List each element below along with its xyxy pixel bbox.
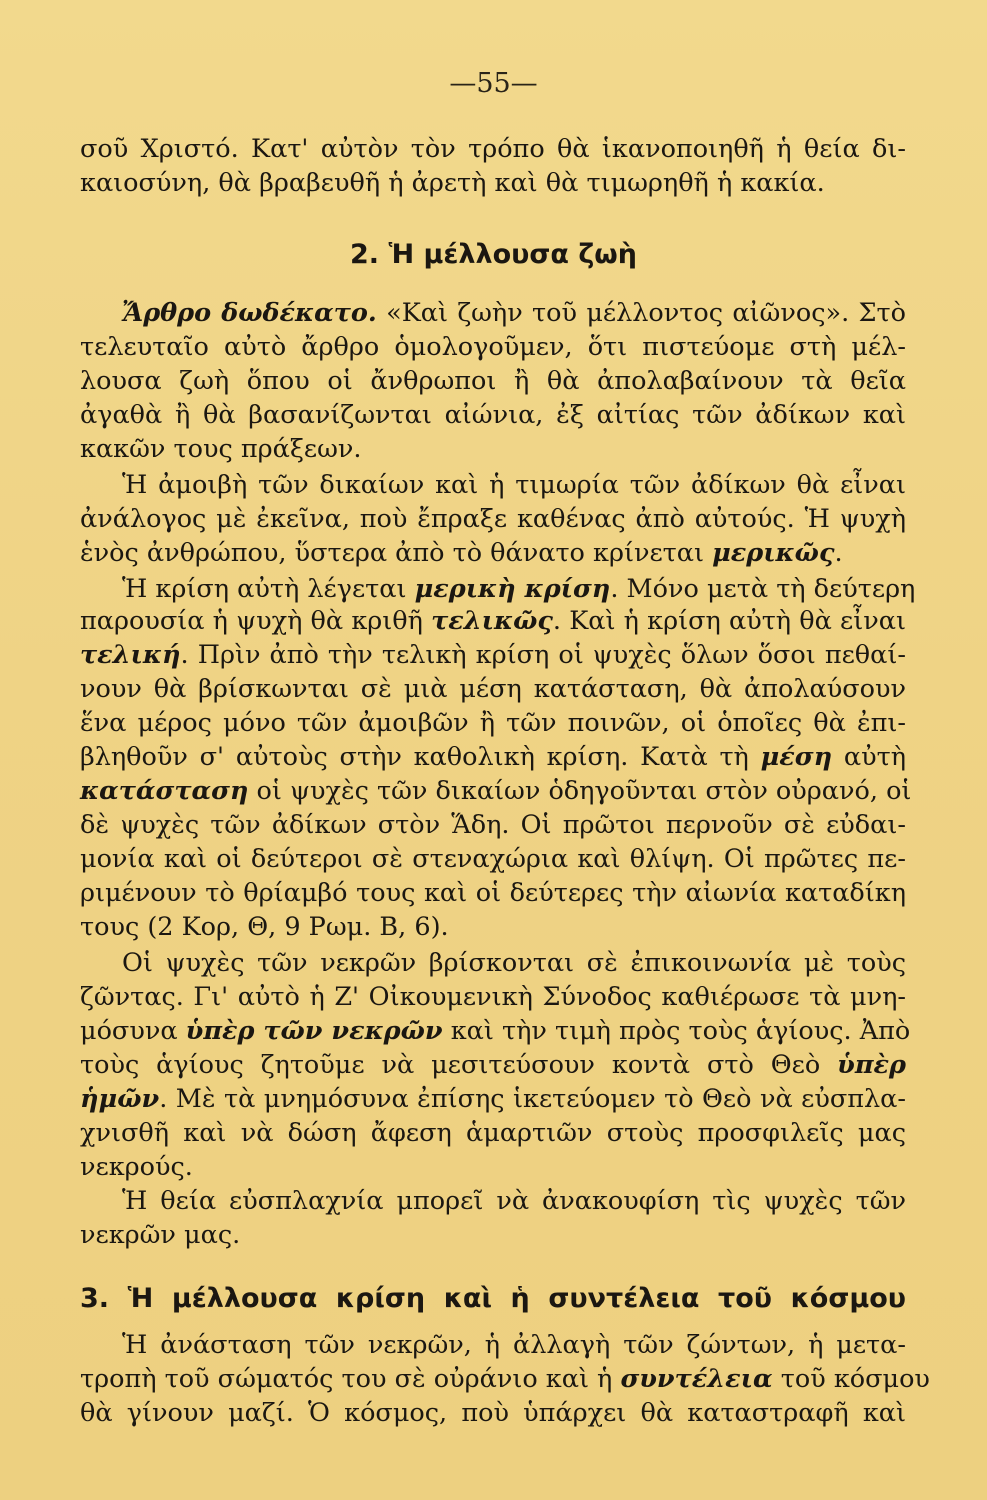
line-text: τροπὴ τοῦ σώματός του σὲ οὐράνιο καὶ ἡ: [80, 1364, 621, 1394]
paragraph-line: [80, 638, 906, 672]
line-text: . Πρὶν ἀπὸ τὴν τελικὴ κρίση οἱ ψυχὲς ὅλων ὅσοι πεθαί-: [180, 640, 906, 670]
line-text: βληθοῦν σ' αὐτοὺς στὴν καθολικὴ κρίση. Κατὰ τὴ: [80, 742, 761, 772]
line-text: μόσυνα: [80, 1016, 186, 1046]
section-3-heading: 3. Ἡ μέλλουσα κρίση καὶ ἡ συντέλεια τοῦ κόσμου: [80, 1283, 906, 1314]
paragraph-line: [80, 1014, 911, 1048]
emphasis: συντέλεια: [620, 1364, 773, 1394]
paragraph-line: Ἡ ἀμοιβὴ τῶν δικαίων καὶ ἡ τιμωρία τῶν ἀδίκων θὰ εἶναι: [122, 470, 906, 500]
paragraph-line: [80, 536, 906, 570]
section-2-heading: 2. Ἡ μέλλουσα ζωὴ: [350, 239, 637, 270]
line-text: καὶ τὴν τιμὴ πρὸς τοὺς ἁγίους. Ἀπὸ: [442, 1016, 911, 1046]
line-text: . Καὶ ἡ κρίση αὐτὴ θὰ εἶναι: [552, 606, 906, 636]
line-text: αὐτὴ: [832, 742, 906, 772]
line-text: . Μόνο μετὰ τὴ δεύτερη: [610, 574, 916, 604]
emphasis: τελική: [80, 640, 181, 670]
emphasis: μερικῶς: [712, 538, 835, 568]
page-number: —55—: [449, 68, 538, 99]
line-text: Ἡ κρίση αὐτὴ λέγεται: [122, 574, 415, 604]
paragraph-line: νουν θὰ βρίσκωνται σὲ μιὰ μέση κατάσταση, θὰ ἀπολαύσουν: [80, 674, 906, 704]
paragraph-line: σοῦ Χριστό. Κατ' αὐτὸν τὸν τρόπο θὰ ἱκανοποιηθῆ ἡ θεία δι-: [80, 134, 906, 164]
paragraph-line: [80, 774, 912, 808]
paragraph-line: θὰ γίνουν μαζί. Ὁ κόσμος, ποὺ ὑπάρχει θὰ καταστραφῆ καὶ: [80, 1398, 906, 1428]
line-text: ἑνὸς ἀνθρώπου, ὕστερα ἀπὸ τὸ θάνατο κρίνεται: [80, 538, 713, 568]
emphasis: μερικὴ κρίση: [414, 574, 611, 604]
line-text: .: [834, 538, 843, 568]
line-text: «Καὶ ζωὴν τοῦ μέλλοντος αἰῶνος». Στὸ: [376, 298, 907, 328]
emphasis: ἡμῶν: [80, 1084, 160, 1114]
line-text: . Μὲ τὰ μνημόσυνα ἐπίσης ἱκετεύομεν τὸ Θεὸ νὰ εὐσπλα-: [159, 1084, 906, 1114]
emphasis: μέση: [760, 742, 833, 772]
emphasis: κατάσταση: [80, 776, 249, 806]
paragraph-line: λουσα ζωὴ ὅπου οἱ ἄνθρωποι ἢ θὰ ἀπολαβαίνουν τὰ θεῖα: [80, 366, 906, 396]
emphasis: τελικῶς: [431, 606, 553, 636]
paragraph-line: νεκρῶν μας.: [80, 1220, 241, 1250]
paragraph-line: Ἡ θεία εὐσπλαχνία μπορεῖ νὰ ἀνακουφίση τὶς ψυχὲς τῶν: [122, 1186, 906, 1216]
paragraph-line: δὲ ψυχὲς τῶν ἀδίκων στὸν Ἅδη. Οἱ πρῶτοι περνοῦν σὲ εὐδαι-: [80, 810, 906, 840]
paragraph-line: [80, 604, 906, 638]
paragraph-line: [80, 1362, 930, 1396]
line-text: τοὺς ἁγίους ζητοῦμε νὰ μεσιτεύσουν κοντὰ στὸ Θεὸ: [80, 1050, 838, 1080]
paragraph-line: καιοσύνη, θὰ βραβευθῆ ἡ ἀρετὴ καὶ θὰ τιμωρηθῆ ἡ κακία.: [80, 168, 825, 198]
line-text: τοῦ κόσμου: [772, 1364, 930, 1394]
line-text: παρουσία ἡ ψυχὴ θὰ κριθῆ: [80, 606, 432, 636]
paragraph-line: μονία καὶ οἱ δεύτεροι σὲ στεναχώρια καὶ θλίψη. Οἱ πρῶτες πε-: [80, 844, 906, 874]
line-text: οἱ ψυχὲς τῶν δικαίων ὁδηγοῦνται στὸν οὐρανό, οἱ: [248, 776, 912, 806]
paragraph-line: [80, 1082, 906, 1116]
paragraph-line: [122, 296, 906, 330]
paragraph-line: Οἱ ψυχὲς τῶν νεκρῶν βρίσκονται σὲ ἐπικοινωνία μὲ τοὺς: [122, 948, 906, 978]
paragraph-line: ριμένουν τὸ θρίαμβό τους καὶ οἱ δεύτερες τὴν αἰωνία καταδίκη: [80, 878, 906, 908]
paragraph-line: χνισθῆ καὶ νὰ δώση ἄφεση ἁμαρτιῶν στοὺς προσφιλεῖς μας: [80, 1118, 906, 1148]
paragraph-line: νεκρούς.: [80, 1152, 193, 1182]
paragraph-line: ἕνα μέρος μόνο τῶν ἀμοιβῶν ἢ τῶν ποινῶν, οἱ ὁποῖες θὰ ἐπι-: [80, 708, 906, 738]
paragraph-line: [122, 572, 916, 606]
paragraph-line: [80, 1048, 906, 1082]
paragraph-line: [80, 740, 906, 774]
paragraph-line: τους (2 Κορ, Θ, 9 Ρωμ. Β, 6).: [80, 912, 449, 942]
paragraph-line: τελευταῖο αὐτὸ ἄρθρο ὁμολογοῦμεν, ὅτι πιστεύομε στὴ μέλ-: [80, 332, 906, 362]
emphasis: Ἄρθρο δωδέκατο.: [122, 298, 377, 328]
paragraph-line: ἀγαθὰ ἢ θὰ βασανίζωνται αἰώνια, ἐξ αἰτίας τῶν ἀδίκων καὶ: [80, 400, 906, 430]
paragraph-line: ἀνάλογος μὲ ἐκεῖνα, ποὺ ἔπραξε καθένας ἀπὸ αὐτούς. Ἡ ψυχὴ: [80, 504, 906, 534]
paragraph-line: ζῶντας. Γι' αὐτὸ ἡ Ζ' Οἰκουμενικὴ Σύνοδος καθιέρωσε τὰ μνη-: [80, 982, 906, 1012]
paragraph-line: κακῶν τους πράξεων.: [80, 434, 362, 464]
paragraph-line: Ἡ ἀνάσταση τῶν νεκρῶν, ἡ ἀλλαγὴ τῶν ζώντων, ἡ μετα-: [122, 1330, 906, 1360]
emphasis: ὑπὲρ τῶν νεκρῶν: [185, 1016, 443, 1046]
emphasis: ὑπὲρ: [837, 1050, 906, 1080]
